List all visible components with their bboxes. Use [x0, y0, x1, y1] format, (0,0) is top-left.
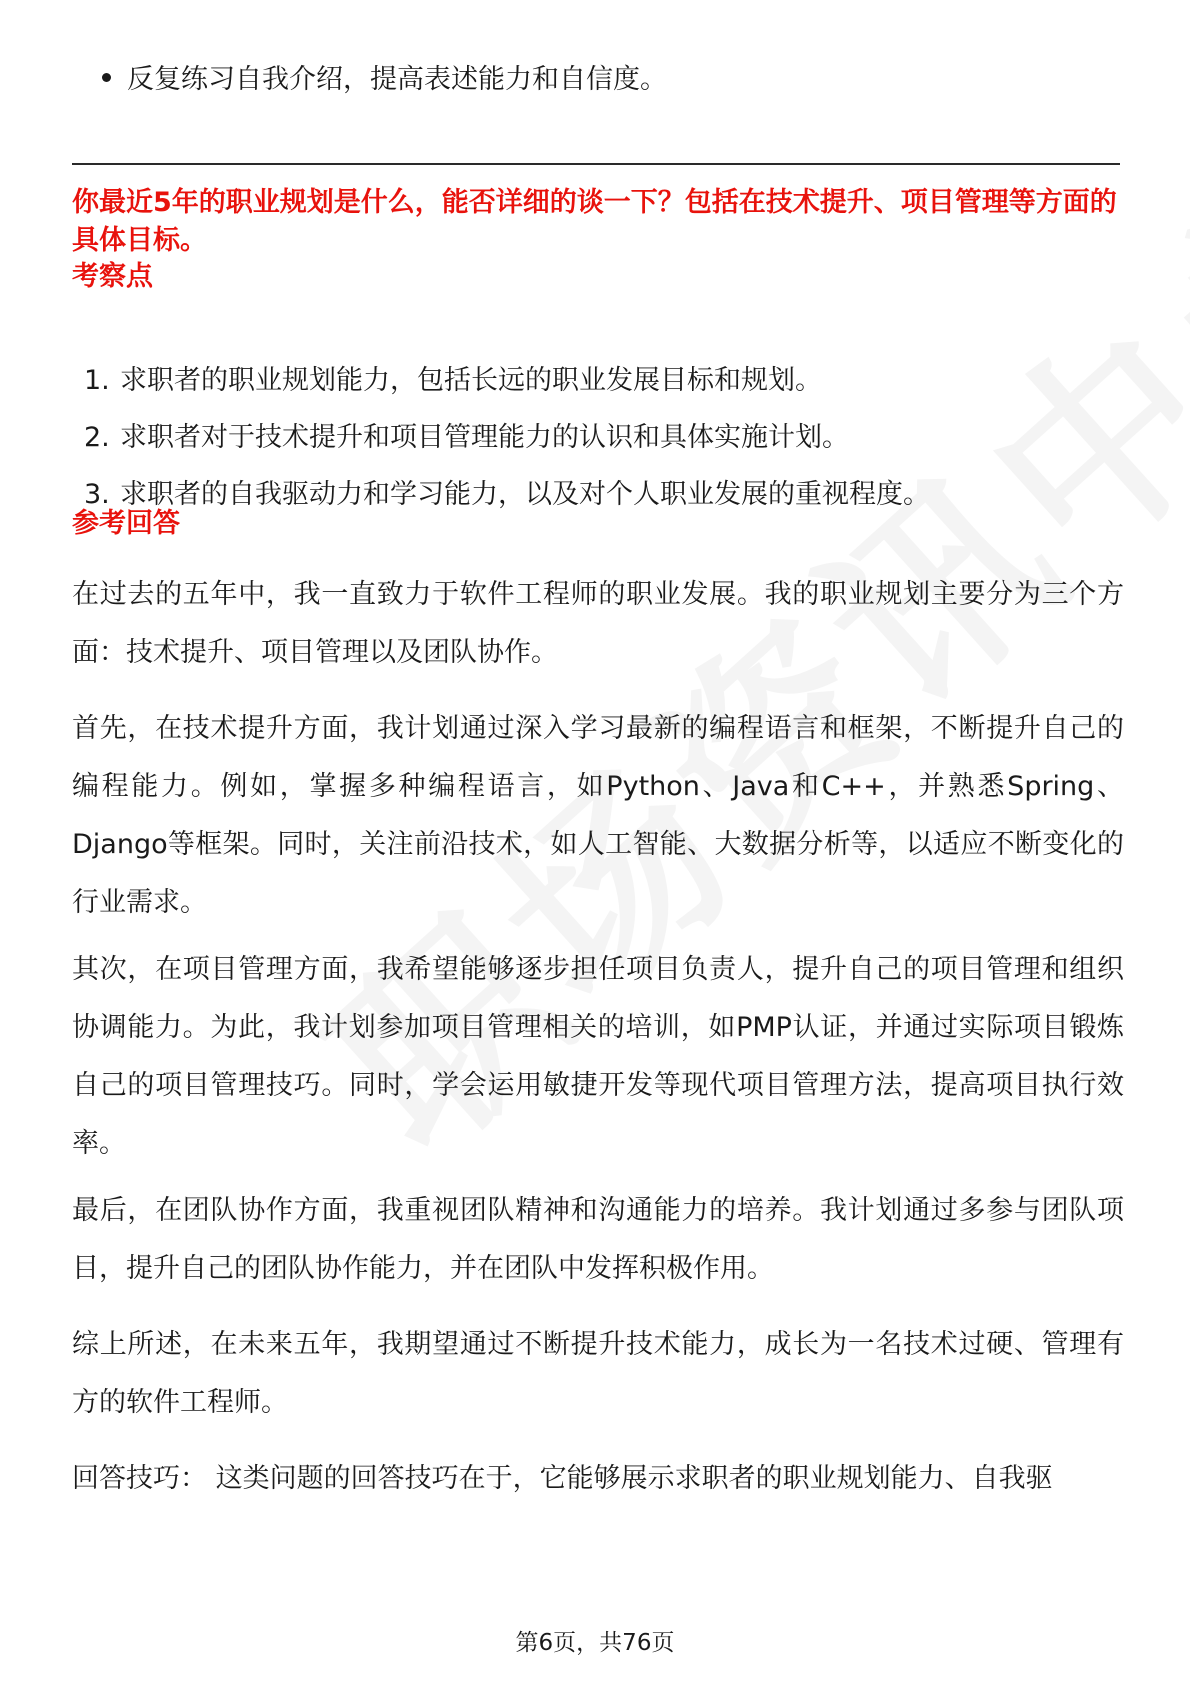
bullet-item	[102, 60, 667, 100]
page-number: 第6页，共76页	[515, 1630, 675, 1656]
answer-tip: 回答技巧： 这类问题的回答技巧在于，它能够展示求职者的职业规划能力、自我驱	[72, 1463, 1053, 1494]
answer-paragraph: 综上所述，在未来五年，我期望通过不断提升技术能力，成长为一名技术过硬、管理有方的软件工程师。	[72, 1329, 1124, 1418]
answer-paragraph: 其次，在项目管理方面，我希望能够逐步担任项目负责人，提升自己的项目管理和组织协调能力。为此，我计划参加项目管理相关的培训，如PMP认证，并通过实际项目锻炼自己的项目管理技巧。同时，学会运用敏捷开发等现代项目管理方法，提高项目执行效率。	[72, 954, 1124, 1159]
bullet-dot-icon	[102, 73, 111, 82]
answer-paragraph: 首先，在技术提升方面，我计划通过深入学习最新的编程语言和框架，不断提升自己的编程能力。例如，掌握多种编程语言，如Python、Java和C++，并熟悉Spring、Django等框架。同时，关注前沿技术，如人工智能、大数据分析等，以适应不断变化的行业需求。	[72, 713, 1124, 918]
question-heading: 你最近5年的职业规划是什么，能否详细的谈一下？包括在技术提升、项目管理等方面的具体目标。	[72, 187, 1117, 256]
list-item: 1. 求职者的职业规划能力，包括长远的职业发展目标和规划。	[84, 365, 822, 396]
list-item: 3. 求职者的自我驱动力和学习能力，以及对个人职业发展的重视程度。	[84, 479, 930, 510]
bullet-text: 反复练习自我介绍，提高表述能力和自信度。	[127, 64, 667, 95]
list-item: 2. 求职者对于技术提升和项目管理能力的认识和具体实施计划。	[84, 422, 849, 453]
section-heading-answer: 参考回答	[72, 508, 180, 539]
divider	[72, 163, 1120, 165]
answer-paragraph: 最后，在团队协作方面，我重视团队精神和沟通能力的培养。我计划通过多参与团队项目，提升自己的团队协作能力，并在团队中发挥积极作用。	[72, 1195, 1124, 1284]
examine-list	[84, 352, 1114, 523]
answer-paragraph: 在过去的五年中，我一直致力于软件工程师的职业发展。我的职业规划主要分为三个方面：技术提升、项目管理以及团队协作。	[72, 579, 1124, 668]
section-heading-examine: 考察点	[72, 261, 153, 292]
